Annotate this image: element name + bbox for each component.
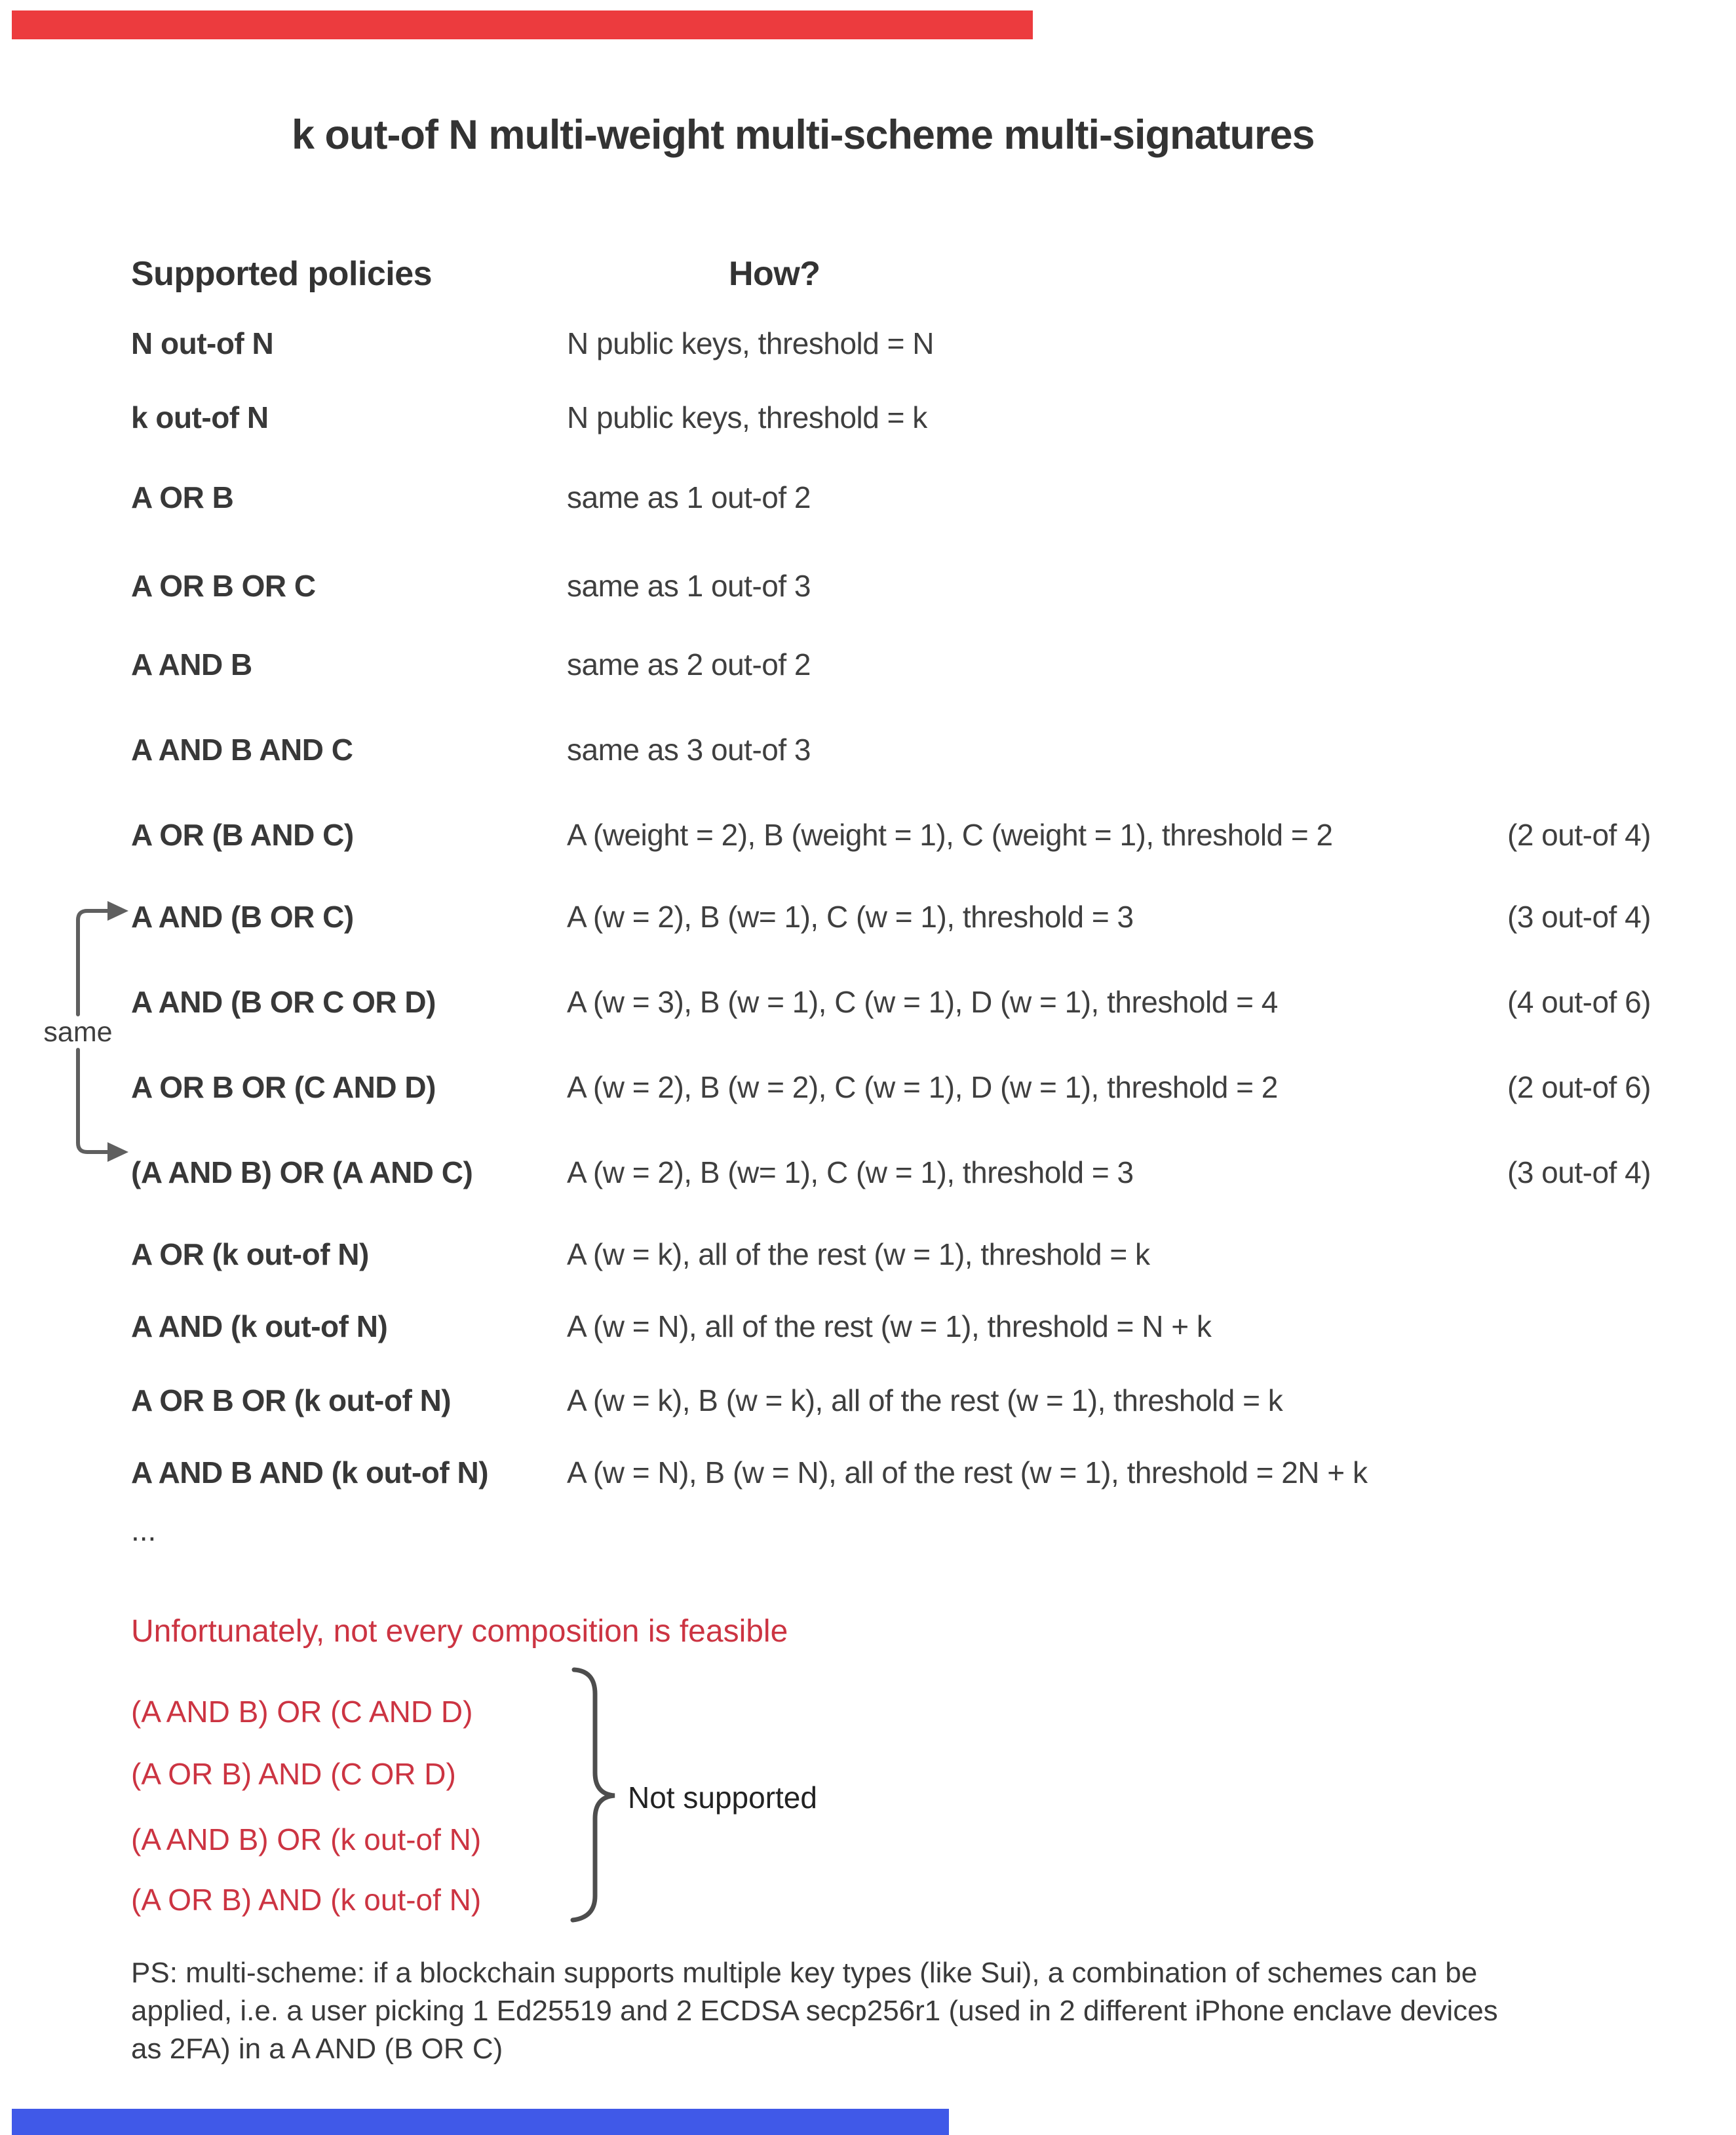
infeasible-item: (A OR B) AND (C OR D) [131, 1757, 456, 1791]
policy-cell: A AND (B OR C OR D) [131, 985, 436, 1019]
how-cell: A (w = k), all of the rest (w = 1), threshold = k [567, 1237, 1150, 1271]
curly-brace [573, 1670, 615, 1920]
ps-line: PS: multi-scheme: if a blockchain supports multiple key types (like Sui), a combination of schemes can be [131, 1957, 1478, 1989]
note-cell: (3 out-of 4) [1507, 1155, 1651, 1189]
table-row [0, 732, 1736, 769]
how-cell: same as 1 out-of 2 [567, 480, 811, 514]
table-row [0, 400, 1736, 436]
top-red-bar [12, 10, 1033, 39]
same-connector-arrowheads [107, 901, 128, 1162]
policy-cell: A AND (B OR C) [131, 900, 354, 934]
note-cell: (3 out-of 4) [1507, 900, 1651, 934]
infeasible-item: (A AND B) OR (k out-of N) [131, 1822, 482, 1856]
table-row [0, 568, 1736, 605]
how-cell: N public keys, threshold = k [567, 400, 927, 434]
policy-cell: A OR B OR C [131, 569, 316, 603]
table-row [0, 1455, 1736, 1491]
how-cell: A (w = N), all of the rest (w = 1), threshold = N + k [567, 1309, 1212, 1343]
policy-cell: A OR B OR (k out-of N) [131, 1383, 452, 1417]
policy-cell: A OR B OR (C AND D) [131, 1070, 436, 1104]
table-row [0, 1309, 1736, 1345]
infeasible-item: (A AND B) OR (C AND D) [131, 1695, 473, 1729]
table-row [0, 984, 1736, 1021]
how-cell: A (w = 3), B (w = 1), C (w = 1), D (w = 1), threshold = 4 [567, 985, 1278, 1019]
how-cell: A (w = 2), B (w= 1), C (w = 1), threshold = 3 [567, 1155, 1134, 1189]
how-cell: same as 3 out-of 3 [567, 733, 811, 767]
how-cell: A (weight = 2), B (weight = 1), C (weight = 1), threshold = 2 [567, 818, 1333, 852]
policy-cell: A AND B [131, 647, 252, 682]
table-row [0, 326, 1736, 362]
not-supported-label: Not supported [628, 1780, 817, 1815]
column-header-how: How? [729, 255, 820, 293]
how-cell: N public keys, threshold = N [567, 326, 934, 360]
ps-line: as 2FA) in a A AND (B OR C) [131, 2033, 503, 2065]
how-cell: A (w = 2), B (w= 1), C (w = 1), threshold = 3 [567, 900, 1134, 934]
table-row [0, 1383, 1736, 1419]
policy-cell: A OR B [131, 480, 234, 514]
table-row [0, 1237, 1736, 1273]
note-cell: (4 out-of 6) [1507, 985, 1651, 1019]
table-row [0, 480, 1736, 516]
how-cell: A (w = 2), B (w = 2), C (w = 1), D (w = 1), threshold = 2 [567, 1070, 1278, 1104]
table-row [0, 647, 1736, 683]
ps-line: applied, i.e. a user picking 1 Ed25519 and 2 ECDSA secp256r1 (used in 2 different iPhone enclave devices [131, 1995, 1498, 2027]
how-cell: A (w = N), B (w = N), all of the rest (w = 1), threshold = 2N + k [567, 1455, 1368, 1490]
table-row [0, 817, 1736, 854]
ps-note [131, 1954, 1498, 2068]
ellipsis: ... [131, 1513, 157, 1547]
infeasible-item: (A OR B) AND (k out-of N) [131, 1883, 482, 1917]
note-cell: (2 out-of 6) [1507, 1070, 1651, 1104]
policy-cell: A AND B AND C [131, 733, 353, 767]
bottom-blue-bar [12, 2109, 949, 2135]
policy-cell: k out-of N [131, 400, 269, 434]
table-row [0, 1155, 1736, 1191]
infeasible-heading: Unfortunately, not every composition is feasible [131, 1614, 788, 1649]
page-title: k out-of N multi-weight multi-scheme multi-signatures [292, 112, 1315, 158]
policy-cell: A OR (B AND C) [131, 818, 354, 852]
same-label: same [43, 1016, 113, 1048]
policy-cell: (A AND B) OR (A AND C) [131, 1155, 473, 1189]
how-cell: A (w = k), B (w = k), all of the rest (w = 1), threshold = k [567, 1383, 1283, 1417]
policy-cell: A AND (k out-of N) [131, 1309, 388, 1343]
policy-cell: A OR (k out-of N) [131, 1237, 369, 1271]
policy-cell: A AND B AND (k out-of N) [131, 1455, 489, 1490]
policy-cell: N out-of N [131, 326, 274, 360]
table-row [0, 1069, 1736, 1106]
how-cell: same as 2 out-of 2 [567, 647, 811, 682]
column-header-supported-policies: Supported policies [131, 255, 433, 293]
how-cell: same as 1 out-of 3 [567, 569, 811, 603]
note-cell: (2 out-of 4) [1507, 818, 1651, 852]
same-connector [78, 911, 109, 1152]
table-row [0, 899, 1736, 936]
